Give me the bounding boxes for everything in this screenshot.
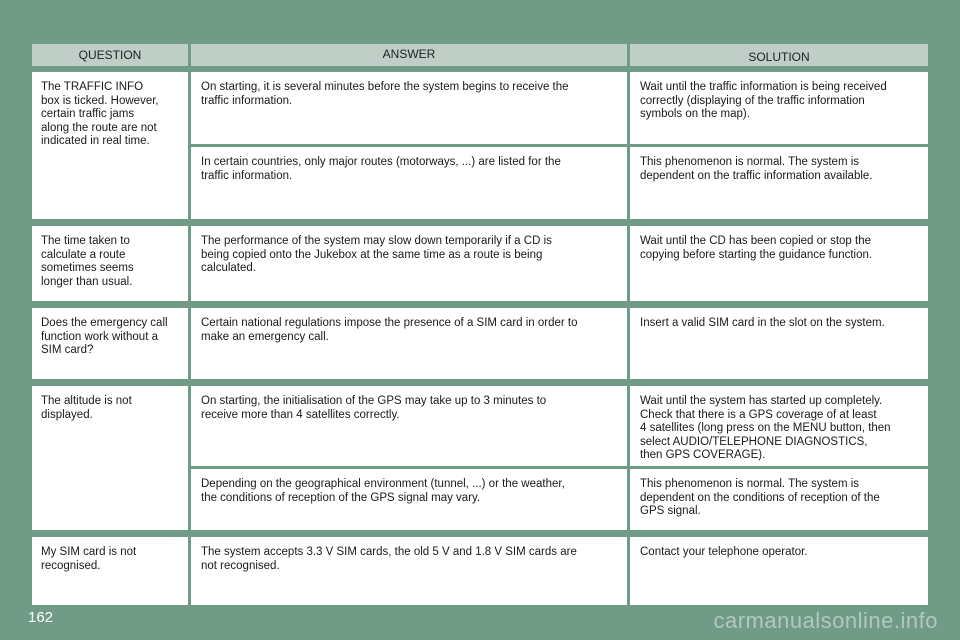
question-cell: Does the emergency call function work without a SIM card? <box>32 308 188 379</box>
solution-cell: Insert a valid SIM card in the slot on the system. <box>630 308 928 379</box>
solution-cell: This phenomenon is normal. The system is dependent on the conditions of reception of the GPS signal. <box>630 469 928 530</box>
answer-cell: Certain national regulations impose the presence of a SIM card in order to make an emergency call. <box>191 308 627 379</box>
question-cell: My SIM card is not recognised. <box>32 537 188 605</box>
solution-cell: Contact your telephone operator. <box>630 537 928 605</box>
header-question: QUESTION <box>32 44 188 66</box>
header-solution: SOLUTION <box>630 44 928 66</box>
question-cell: The altitude is not displayed. <box>32 386 188 530</box>
header-answer: ANSWER <box>191 44 627 66</box>
answer-cell: In certain countries, only major routes (motorways, ...) are listed for the traffic information. <box>191 147 627 219</box>
solution-cell: Wait until the traffic information is being received correctly (displaying of the traffic information symbols on the map). <box>630 72 928 144</box>
answer-cell: Depending on the geographical environment (tunnel, ...) or the weather, the conditions of reception of the GPS signal may vary. <box>191 469 627 530</box>
question-cell: The TRAFFIC INFO box is ticked. However, certain traffic jams along the route are not indicated in real time. <box>32 72 188 219</box>
answer-cell: The performance of the system may slow down temporarily if a CD is being copied onto the Jukebox at the same time as a route is being calculated. <box>191 226 627 301</box>
watermark: carmanualsonline.info <box>713 608 938 633</box>
page-number: 162 <box>28 609 54 626</box>
solution-cell: Wait until the CD has been copied or stop the copying before starting the guidance function. <box>630 226 928 301</box>
answer-cell: On starting, it is several minutes before the system begins to receive the traffic information. <box>191 72 627 144</box>
solution-cell: This phenomenon is normal. The system is dependent on the traffic information available. <box>630 147 928 219</box>
question-cell: The time taken to calculate a route sometimes seems longer than usual. <box>32 226 188 301</box>
solution-cell: Wait until the system has started up completely. Check that there is a GPS coverage of at least 4 satellites (long press on the MENU button, then select AUDIO/TELEPHONE DIAGNOSTICS, then GPS COVERAGE). <box>630 386 928 466</box>
answer-cell: On starting, the initialisation of the GPS may take up to 3 minutes to receive more than 4 satellites correctly. <box>191 386 627 466</box>
answer-cell: The system accepts 3.3 V SIM cards, the old 5 V and 1.8 V SIM cards are not recognised. <box>191 537 627 605</box>
